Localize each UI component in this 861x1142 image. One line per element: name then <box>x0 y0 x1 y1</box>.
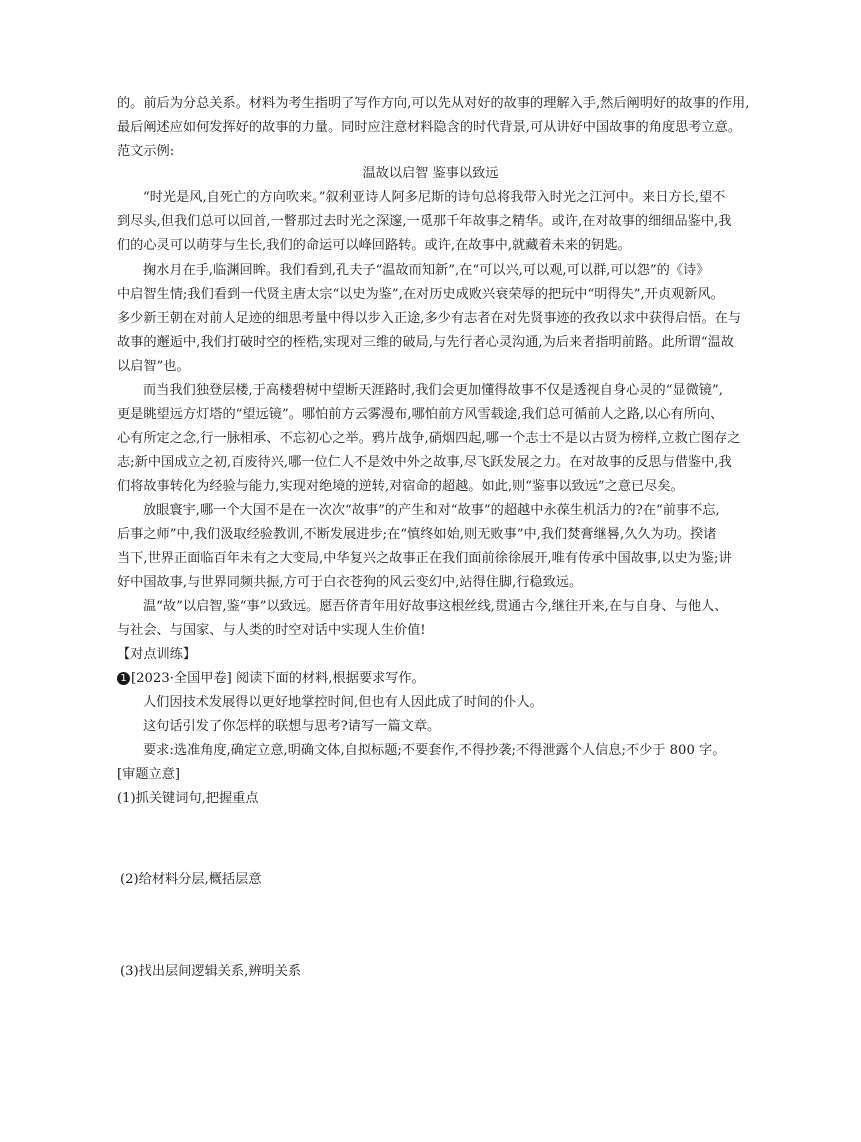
intro-line-1: 的。前后为分总关系。材料为考生指明了写作方向,可以先从对好的故事的理解入手,然后阐明好的故事的作用, <box>117 96 750 111</box>
paragraph-line: 心有所定之念,行一脉相承、不忘初心之举。鸦片战争,硝烟四起,哪一个志士不是以古贤为榜样,立救亡图存之 <box>117 431 741 446</box>
step-3: (3)找出层间逻辑关系,辨明关系 <box>120 964 302 979</box>
step-1: (1)抓关键词句,把握重点 <box>117 791 259 806</box>
paragraph-line: 多少新王朝在对前人足迹的细思考量中得以步入正途,多少有志者在对先贤事迹的孜孜以求中获得启悟。在与 <box>117 311 742 326</box>
exercise-requirements: 要求:选准角度,确定立意,明确文体,自拟标题;不要套作,不得抄袭;不得泄露个人信息;不少于 800 字。 <box>143 743 726 758</box>
exercise-material-2: 这句话引发了你怎样的联想与思考?请写一篇文章。 <box>143 719 441 734</box>
paragraph-line: 好中国故事,与世界同频共振,方可于白衣苍狗的风云变幻中,站得住脚,行稳致远。 <box>117 575 583 590</box>
paragraph-line: 而当我们独登层楼,于高楼碧树中望断天涯路时,我们会更加懂得故事不仅是透视自身心灵的“显微镜”, <box>143 383 723 398</box>
paragraph-line: 志;新中国成立之初,百废待兴,哪一位仁人不是效中外之故事,尽飞跃发展之力。在对故事的反思与借鉴中,我 <box>117 455 732 470</box>
exercise-number-badge: 1 <box>117 672 130 685</box>
exercise-source-text: [2023·全国甲卷] 阅读下面的材料,根据要求写作。 <box>131 671 425 686</box>
paragraph-line: 放眼寰宇,哪一个大国不是在一次次“故事”的产生和对“故事”的超越中永葆生机活力的?在“前事不忘, <box>143 503 720 518</box>
step-2: (2)给材料分层,概括层意 <box>120 872 262 887</box>
paragraph-line: 与社会、与国家、与人类的时空对话中实现人生价值! <box>117 623 426 638</box>
paragraph-line: “时光是风,自死亡的方向吹来。”叙利亚诗人阿多尼斯的诗句总将我带入时光之江河中。来日方长,望不 <box>143 190 726 205</box>
exercise-source <box>117 670 425 687</box>
paragraph-line: 更是眺望远方灯塔的“望远镜”。哪怕前方云雾漫布,哪怕前方风雪载途,我们总可循前人之路,以心有所向、 <box>117 407 724 422</box>
paragraph-line: 们将故事转化为经验与能力,实现对绝境的逆转,对宿命的超越。如此,则“鉴事以致远”之意已尽矣。 <box>117 479 684 494</box>
intro-line-2: 最后阐述应如何发挥好的故事的力量。同时应注意材料隐含的时代背景,可从讲好中国故事的角度思考立意。 <box>117 120 742 135</box>
sample-label: 范文示例: <box>117 144 175 159</box>
paragraph-line: 以启智”也。 <box>117 359 190 374</box>
paragraph-line: 掬水月在手,临渊回眸。我们看到,孔夫子“温故而知新”,在“可以兴,可以观,可以群,可以怨”的《诗》 <box>143 263 710 278</box>
section-label: 【对点训练】 <box>117 647 197 662</box>
exercise-material-1: 人们因技术发展得以更好地掌控时间,但也有人因此成了时间的仆人。 <box>143 695 543 710</box>
paragraph-line: 到尽头,但我们总可以回首,一瞥那过去时光之深邃,一觅那千年故事之精华。或许,在对故事的细细品鉴中,我 <box>117 214 732 229</box>
paragraph-line: 们的心灵可以萌芽与生长,我们的命运可以峰回路转。或许,在故事中,就藏着未来的钥匙。 <box>117 238 631 253</box>
essay-title: 温故以启智 鉴事以致远 <box>362 166 499 181</box>
paragraph-line: 中启智生情;我们看到一代贤主唐太宗“以史为鉴”,在对历史成败兴衰荣辱的把玩中“明得失”,开贞观新风。 <box>117 287 724 302</box>
paragraph-line: 温“故”以启智,鉴“事”以致远。愿吾侪青年用好故事这根丝线,贯通古今,继往开来,在与自身、与他人、 <box>143 599 728 614</box>
paragraph-line: 当下,世界正面临百年未有之大变局,中华复兴之故事正在我们面前徐徐展开,唯有传承中国故事,以史为鉴;讲 <box>117 551 732 566</box>
paragraph-line: 故事的邂逅中,我们打破时空的桎梏,实现对三维的破局,与先行者心灵沟通,为后来者指明前路。此所谓“温故 <box>117 335 734 350</box>
paragraph-line: 后事之师”中,我们汲取经验教训,不断发展进步;在“慎终如始,则无败事”中,我们焚膏继晷,久久为功。揆诸 <box>117 527 717 542</box>
analysis-label: [审题立意] <box>117 767 181 782</box>
